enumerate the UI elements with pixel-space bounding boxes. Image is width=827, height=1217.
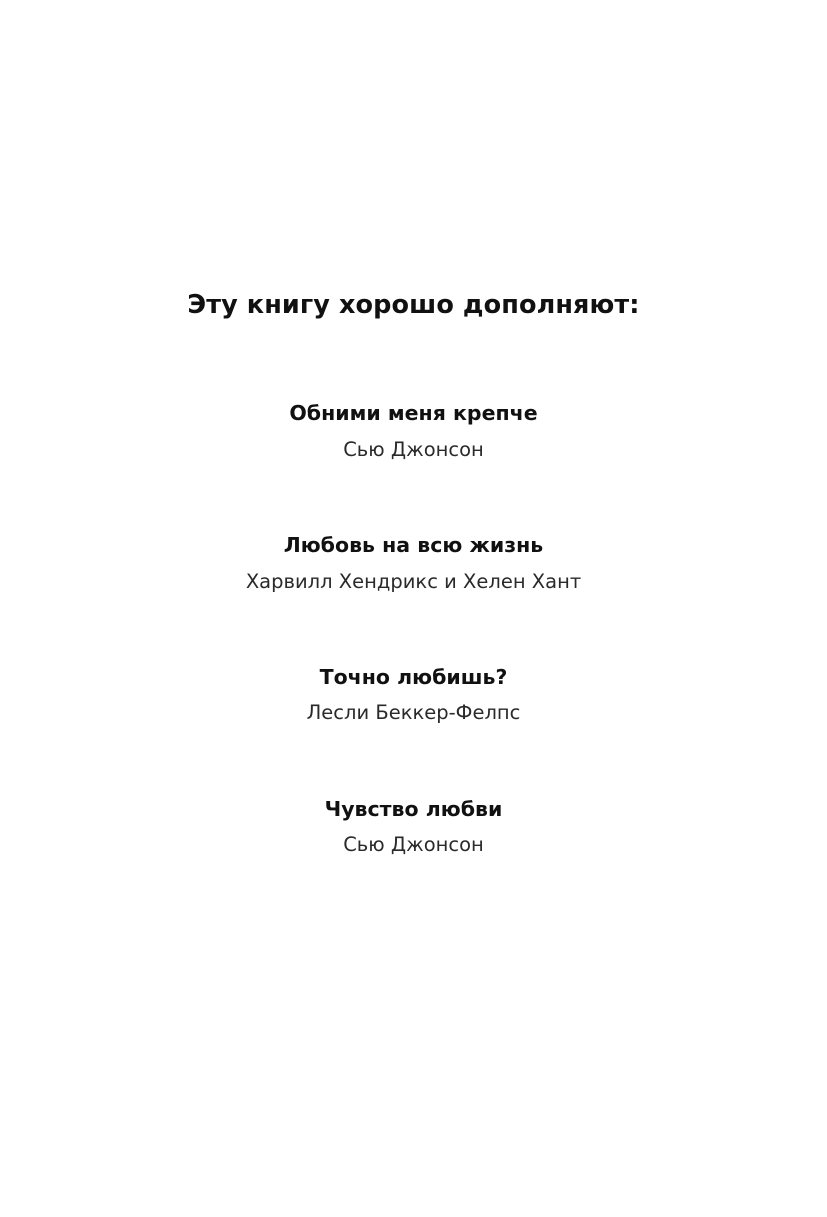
book-title: Обними меня крепче (289, 400, 538, 425)
book-title: Точно любишь? (319, 664, 508, 689)
book-author: Сью Джонсон (343, 833, 484, 857)
related-books-section (0, 290, 827, 858)
list-item (0, 532, 827, 594)
list-item (0, 400, 827, 462)
related-books-list (0, 400, 827, 858)
book-author: Лесли Беккер-Фелпс (306, 701, 521, 725)
page-title: Эту книгу хорошо дополняют: (187, 290, 640, 320)
book-author: Харвилл Хендрикс и Хелен Хант (245, 569, 582, 593)
book-title: Любовь на всю жизнь (283, 532, 544, 557)
list-item (0, 796, 827, 858)
list-item (0, 664, 827, 726)
book-author: Сью Джонсон (343, 437, 484, 461)
book-title: Чувство любви (324, 796, 503, 821)
